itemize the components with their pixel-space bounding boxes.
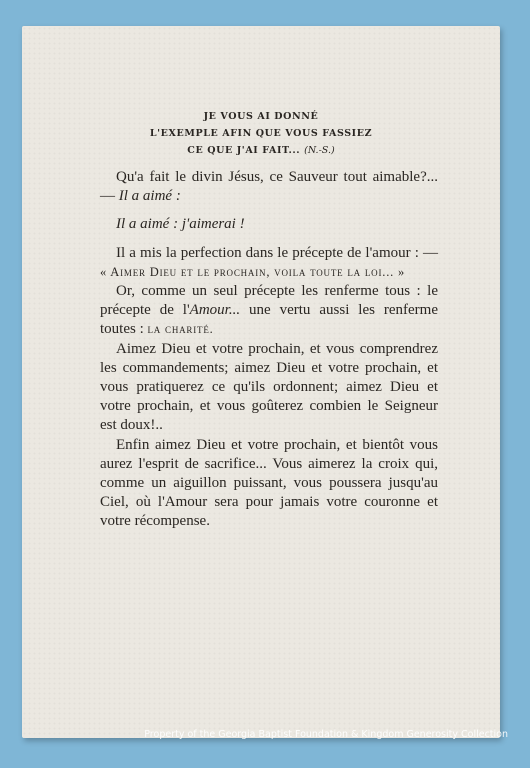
quote-aimer-dieu: « Aimer Dieu et le prochain, voila toute la loi... »	[100, 264, 406, 279]
intro-question: Qu'a fait le divin Jésus, ce Sauveur tout aimable?... — Il a aimé :	[100, 169, 438, 205]
word-amour: Amour...	[189, 302, 241, 319]
card-body-text	[100, 168, 438, 532]
heading-line-2: L'EXEMPLE AFIN QUE VOUS FASSIEZ	[149, 128, 373, 139]
heading-line-3-text: CE QUE J'AI FAIT...	[187, 145, 301, 156]
paragraph-2: Or, comme un seul précepte les renferme tous : le précepte de l'Amour... une vertu aussi les renferme toutes : la charité.	[100, 283, 438, 338]
heading-attribution: (N.-S.)	[304, 145, 335, 156]
paragraph-1: Il a mis la perfection dans le précepte de l'amour : — « Aimer Dieu et le prochain, voila toute la loi... »	[100, 244, 438, 279]
word-charite: la charité.	[147, 322, 214, 337]
intro-resolution: Il a aimé : j'aimerai !	[116, 216, 245, 233]
card-heading	[22, 108, 500, 159]
heading-line-1: JE VOUS AI DONNÉ	[203, 111, 319, 122]
paragraph-4: Enfin aimez Dieu et votre prochain, et bientôt vous aurez l'esprit de sacrifice... Vous aimerez la croix qui, comme un aiguillon puissant, vous poussera jusqu'au Ciel, où l'Amour sera pour jamais votre couronne et votre récompense.	[100, 436, 438, 530]
collection-watermark: Property of the Georgia Baptist Foundation & Kingdom Generosity Collection	[144, 729, 508, 740]
intro-answer: Il a aimé :	[118, 188, 181, 205]
heading-line-3	[22, 142, 500, 159]
holy-card-back	[22, 26, 500, 738]
paragraph-3: Aimez Dieu et votre prochain, et vous comprendrez les commandements; aimez Dieu et votre prochain, et vous pratiquerez ce qu'ils ordonnent; aimez Dieu et votre prochain, et vous goûterez combien le Seigneur est doux!..	[100, 340, 438, 434]
